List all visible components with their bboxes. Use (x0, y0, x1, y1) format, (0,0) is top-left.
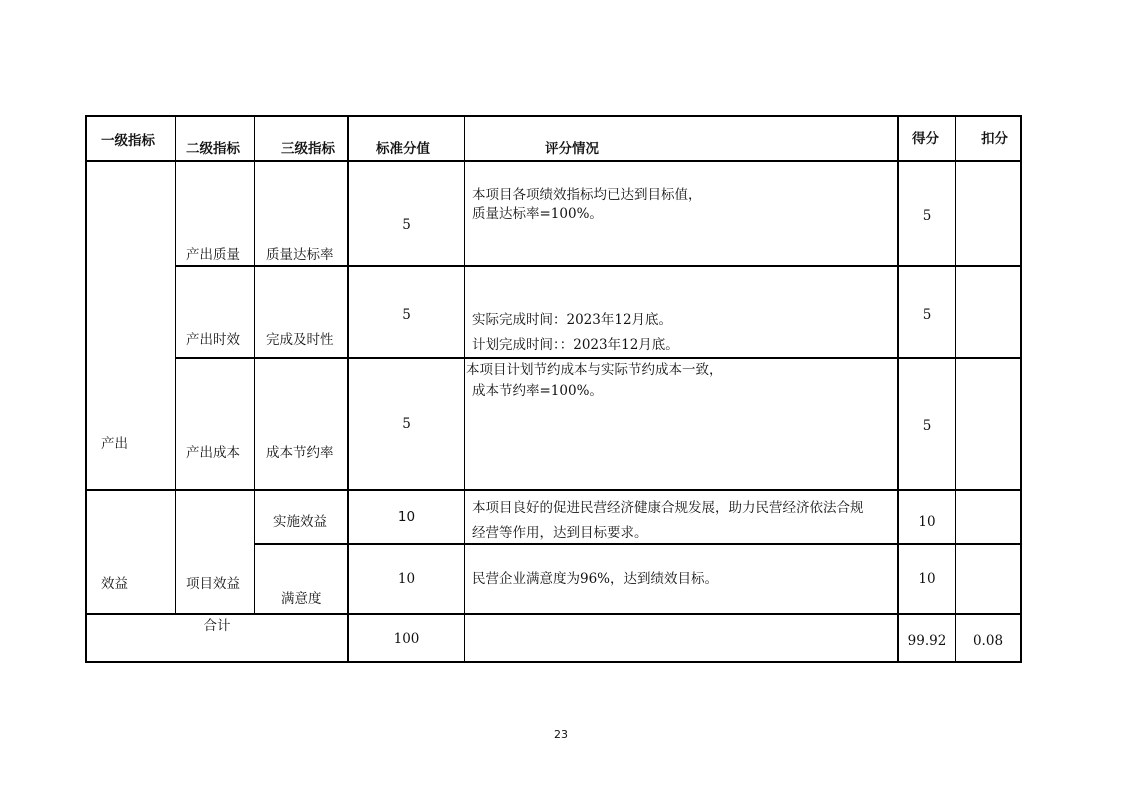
column-divider (175, 115, 176, 615)
row2-desc-line1: 实际完成时间：2023年12月底。 (472, 312, 673, 328)
header-level2: 二级指标 (186, 141, 240, 157)
row5-desc-line1: 民营企业满意度为96%，达到绩效目标。 (472, 571, 719, 587)
row1-score: 5 (922, 208, 932, 224)
header-level3: 三级指标 (281, 141, 335, 157)
header-score: 得分 (912, 131, 939, 147)
header-deduction: 扣分 (981, 131, 1008, 147)
row-divider (254, 543, 1022, 545)
row1-desc-line2: 质量达标率=100%。 (472, 206, 603, 222)
row3-level3: 成本节约率 (266, 445, 334, 461)
row5-score: 10 (918, 571, 936, 587)
row5-level2: 项目效益 (186, 576, 240, 592)
row-divider (175, 357, 1022, 359)
total-standard: 100 (393, 631, 420, 647)
row3-level1: 产出 (101, 436, 128, 452)
row3-desc-line1: 本项目计划节约成本与实际节约成本一致， (466, 362, 723, 378)
header-level1: 一级指标 (101, 133, 155, 149)
row2-score: 5 (922, 307, 932, 323)
row1-level3: 质量达标率 (266, 247, 334, 263)
row2-standard: 5 (402, 307, 411, 323)
total-label: 合计 (203, 618, 231, 634)
row3-standard: 5 (402, 416, 411, 432)
row2-desc-line2: 计划完成时间：：2023年12月底。 (472, 337, 679, 353)
row1-desc-line1: 本项目各项绩效指标均已达到目标值， (472, 187, 702, 203)
column-divider (464, 115, 465, 663)
column-divider (955, 115, 956, 663)
column-divider (254, 115, 255, 615)
table-border-left (85, 115, 87, 663)
row5-level1: 效益 (101, 576, 128, 592)
total-score: 99.92 (907, 633, 947, 649)
row1-standard: 5 (402, 217, 411, 233)
total-deduction: 0.08 (972, 633, 1004, 649)
row-divider (85, 489, 1022, 491)
table-border-bottom (85, 661, 1022, 663)
header-divider (85, 160, 1022, 162)
table-border-right (1020, 115, 1022, 663)
row4-standard: 10 (397, 509, 416, 525)
row-divider (175, 265, 1022, 267)
header-standard-score: 标准分值 (376, 141, 430, 157)
row2-level2: 产出时效 (186, 332, 240, 348)
row1-level2: 产出质量 (186, 247, 240, 263)
row3-level2: 产出成本 (186, 445, 240, 461)
row4-score: 10 (918, 514, 936, 530)
row4-desc-line1: 本项目良好的促进民营经济健康合规发展，助力民营经济依法合规 (472, 500, 864, 516)
row5-level3: 满意度 (281, 591, 322, 607)
row3-desc-line2: 成本节约率=100%。 (472, 383, 603, 399)
header-scoring: 评分情况 (545, 141, 599, 157)
row5-standard: 10 (397, 571, 416, 587)
table-border-top (85, 115, 1022, 117)
row2-level3: 完成及时性 (266, 332, 334, 348)
row4-desc-line2: 经营等作用，达到目标要求。 (472, 525, 648, 541)
row4-level3: 实施效益 (273, 514, 327, 530)
row-divider (85, 613, 1022, 615)
page-number: 23 (554, 728, 568, 741)
row3-score: 5 (922, 418, 932, 434)
